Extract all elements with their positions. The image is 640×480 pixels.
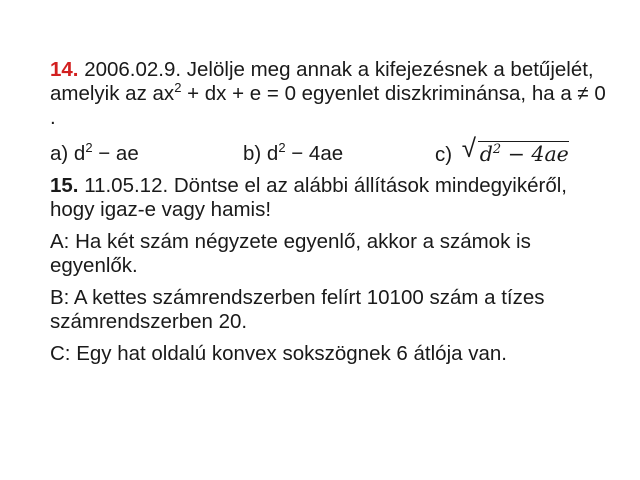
question-15-number: 15. — [50, 174, 79, 197]
question-14-text-part1: 2006.02.9. Jelölje meg annak a kifejezésnek a betűjelét, amelyik az ax — [50, 58, 594, 105]
option-b-base: b) d — [243, 142, 279, 165]
option-a — [50, 142, 139, 166]
question-15 — [50, 174, 610, 222]
slide-content — [50, 58, 610, 374]
radicand-exponent: 2 — [492, 142, 502, 158]
question-15-text: 11.05.12. Döntse el az alábbi állítások mindegyikéről, hogy igaz-e vagy hamis! — [50, 174, 567, 221]
option-b-rest: − 4ae — [285, 142, 344, 165]
option-b — [243, 142, 343, 166]
statement-b: B: A kettes számrendszerben felírt 10100 szám a tízes számrendszerben 20. — [50, 286, 545, 333]
question-14-exponent: 2 — [174, 80, 182, 96]
option-b-exponent: 2 — [278, 140, 286, 156]
question-14 — [50, 58, 610, 130]
question-14-text-part2: + dx + e = 0 egyenlet diszkriminánsa, ha a ≠ 0 . — [50, 82, 606, 129]
question-14-options — [50, 133, 610, 170]
option-c — [435, 133, 569, 167]
statement-c: C: Egy hat oldalú konvex sokszögnek 6 átlója van. — [50, 342, 507, 365]
radicand-rest: − 4ae — [501, 142, 569, 166]
option-c-label: c) — [435, 143, 458, 166]
option-a-base: a) d — [50, 142, 86, 165]
radical-sign-icon: √ — [461, 133, 477, 163]
radicand — [478, 141, 569, 166]
option-a-exponent: 2 — [85, 140, 93, 156]
option-a-rest: − ae — [92, 142, 139, 165]
statement-a: A: Ha két szám négyzete egyenlő, akkor a számok is egyenlők. — [50, 230, 531, 277]
question-14-number: 14. — [50, 58, 79, 81]
radicand-base: d — [479, 142, 493, 166]
square-root-expression — [461, 133, 569, 167]
